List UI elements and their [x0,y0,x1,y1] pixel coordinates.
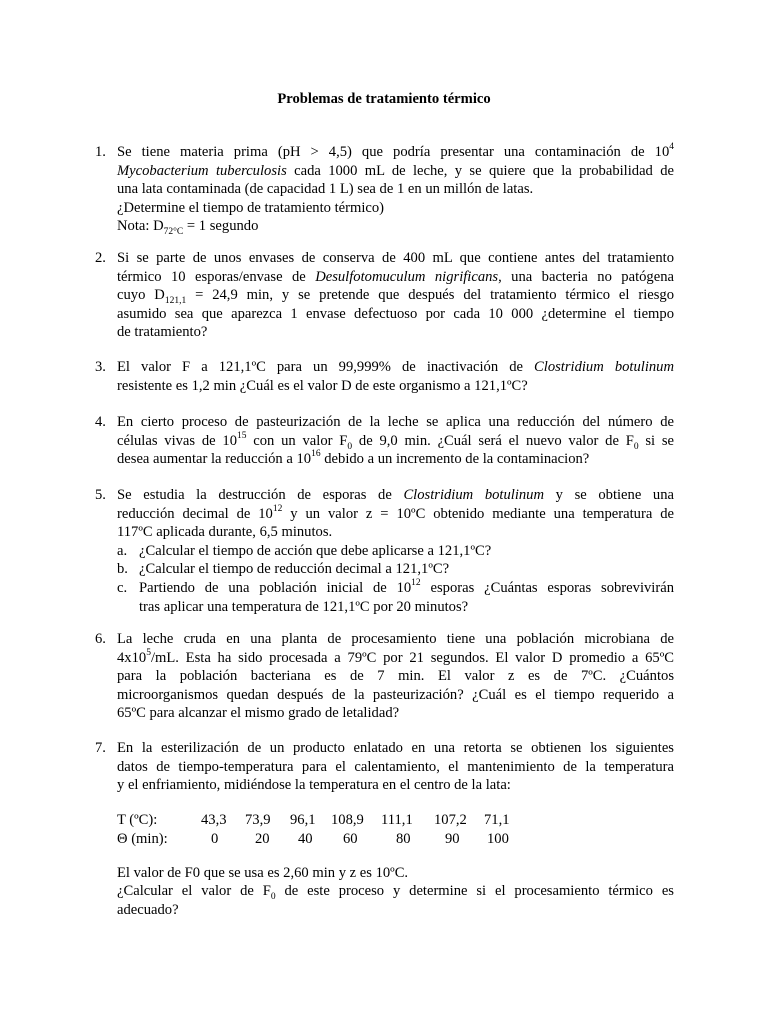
problem-number: 2. [95,250,106,266]
sub-question-a [117,542,674,561]
problem-5 [95,486,675,616]
table-cell: 40 [298,830,313,847]
problem-line: En la esterilización de un producto enlatado en una retorta se obtienen los siguientes [117,740,674,756]
page-title: Problemas de tratamiento térmico [277,91,491,107]
table-cell: 107,2 [434,811,467,828]
time-row [117,830,537,849]
sub-question-text: Partiendo de una población inicial de $10^{12}$ esporas ¿Cuántas esporas sobrevivirán [139,578,674,596]
table-cell: 108,9 [331,811,364,828]
problem-number: 5. [95,487,106,503]
table-cell: 0 [211,830,219,847]
problem-line: y el enfriamiento, midiéndose la temperatura en el centro de la lata: [117,777,511,794]
temperature-row [117,811,537,830]
problem-line: El valor de F0 que se usa es 2,60 min y z es 10ºC. [117,864,409,881]
problem-2 [95,249,674,342]
problem-7 [95,739,674,920]
problem-line: 65ºC para alcanzar el mismo grado de letalidad? [117,705,400,722]
problem-line: una lata contaminada (de capacidad 1 L) sea de 1 en un millón de latas. [117,181,534,198]
problem-line: Mycobacterium tuberculosis cada 1000 mL de leche, y se quiere que la probabilidad de [117,162,674,179]
problem-line: 117ºC aplicada durante, 6,5 minutos. [117,524,333,541]
problem-6 [95,630,674,723]
problem-line: ¿Determine el tiempo de tratamiento térmico) [117,199,385,216]
problem-line: Si se parte de unos envases de conserva de 400 mL que contiene antes del tratamiento [117,250,674,266]
problem-number: 1. [95,144,106,160]
problem-line: Nota: $D_{72^\circ C} = 1$ segundo [117,218,259,238]
table-cell: 80 [396,830,411,847]
row-label: Θ (min): [117,830,168,847]
problem-line: desea aumentar la reducción a $10^{16}$ debido a un incremento de la contaminacion? [117,449,590,468]
problem-line: resistente es 1,2 min ¿Cuál es el valor D de este organismo a 121,1ºC? [117,377,528,394]
problem-line: térmico 10 esporas/envase de Desulfotomuculum nigrificans, una bacteria no patógena [117,268,674,285]
problem-line: Se tiene materia prima (pH > 4,5) que podría presentar una contaminación de $10^4$ [117,142,674,160]
sub-question-letter: b. [117,561,128,578]
sub-question-b [117,560,674,579]
row-label: T (ºC): [117,811,158,828]
sub-question-letter: a. [117,542,128,559]
problem-line: Se estudia la destrucción de esporas de Clostridium botulinum y se obtiene una [117,487,675,503]
problem-line: El valor F a 121,1ºC para un 99,999% de inactivación de Clostridium botulinum [117,359,675,375]
table-cell: 96,1 [290,811,316,828]
problem-line: de tratamiento? [117,324,208,341]
sub-question-letter: c. [117,579,128,596]
problem-1 [95,142,674,238]
problem-line: $4x10^5/mL$. Esta ha sido procesada a 79ºC por 21 segundos. El valor D promedio a 65ºC [117,647,674,666]
problem-line: datos de tiempo-temperatura para el calentamiento, el mantenimiento de la temperatura [117,758,674,775]
table-cell: 20 [255,830,270,847]
table-cell: 71,1 [484,811,510,828]
table-cell: 100 [487,830,509,847]
sub-question-text: ¿Calcular el tiempo de reducción decimal a 121,1ºC? [139,561,450,578]
problem-number: 3. [95,359,106,375]
sub-question-c [117,579,674,616]
table-cell: 43,3 [201,811,227,828]
sub-question-text: tras aplicar una temperatura de 121,1ºC por 20 minutos? [139,598,469,615]
problem-line: reducción decimal de $10^{12}$ y un valor z = 10ºC obtenido mediante una temperatura de [117,503,674,522]
problem-line: microorganismos quedan después de la pasteurización? ¿Cuál es el tiempo requerido a [117,686,674,703]
problem-4 [95,413,674,469]
problem-number: 4. [95,414,106,430]
problem-line: La leche cruda en una planta de procesamiento tiene una población microbiana de [117,631,674,647]
sub-question-text: ¿Calcular el tiempo de acción que debe aplicarse a 121,1ºC? [139,542,492,559]
problem-number: 6. [95,631,106,647]
problem-line: asumido sea que aparezca 1 envase defectuoso por cada 10 000 ¿determine el tiempo [117,305,674,322]
sub-question-list [117,542,674,616]
problem-line: para la población bacteriana es de 7 min. El valor z es de 7ºC. ¿Cuántos [117,668,674,685]
problem-number: 7. [95,740,106,756]
table-cell: 73,9 [245,811,271,828]
problem-line: ¿Calcular el valor de $F_0$ de este proceso y determine si el procesamiento térmico es [117,883,674,903]
problem-3 [95,358,675,395]
time-temperature-table [117,811,674,848]
problem-line: células vivas de $10^{15}$ con un valor $F_0$ de 9,0 min. ¿Cuál será el nuevo valor de $F_0$ si se [117,430,674,452]
problem-line: cuyo $D_{121,1} = 24,9$ min, y se pretende que después del tratamiento térmico el riesgo [117,287,674,307]
table-cell: 60 [343,830,358,847]
problem-line: En cierto proceso de pasteurización de la leche se aplica una reducción del número de [117,414,674,430]
problem-line: adecuado? [117,901,179,918]
table-cell: 90 [445,830,460,847]
table-cell: 111,1 [381,811,413,828]
